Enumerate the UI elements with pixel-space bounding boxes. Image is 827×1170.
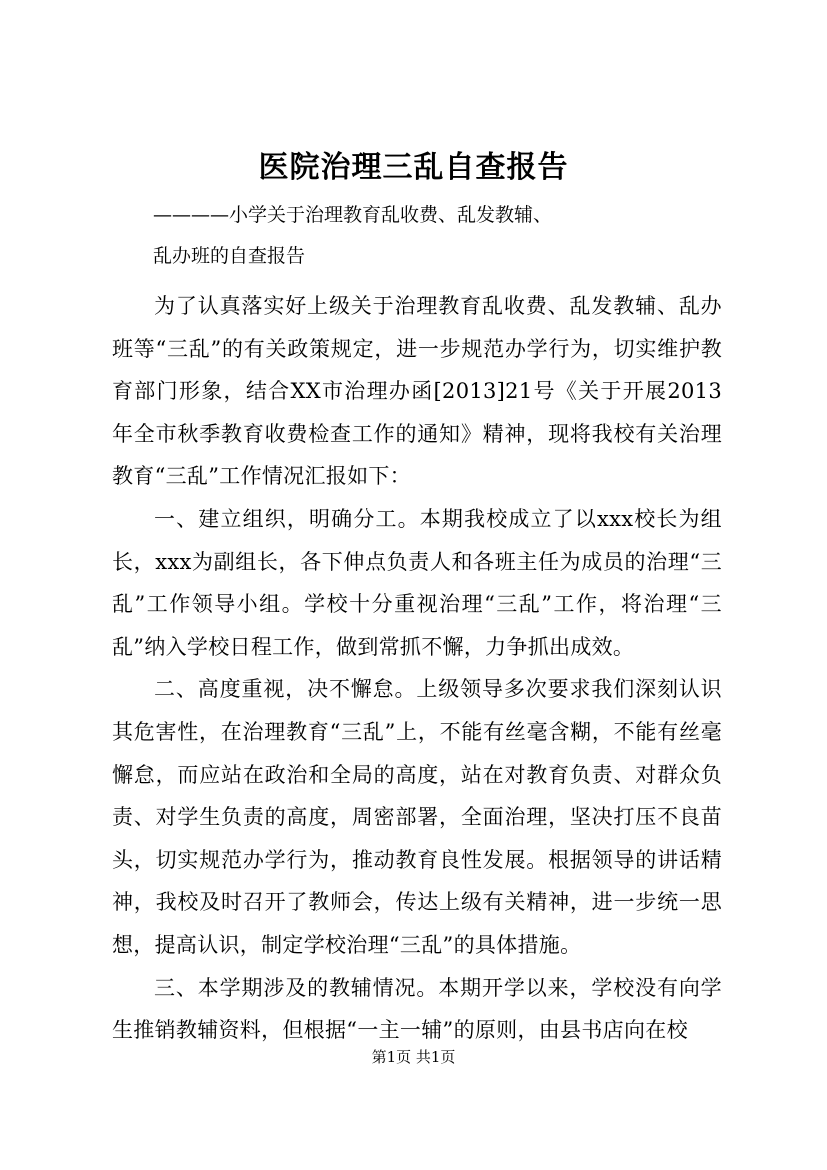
paragraph-section-1: 一、建立组织，明确分工。本期我校成立了以xxx校长为组长，xxx为副组长，各下伸点负责人和各班主任为成员的治理“三乱”工作领导小组。学校十分重视治理“三乱”工作，将治理“三乱”纳入学校日程工作，做到常抓不懈，力争抓出成效。 bbox=[112, 506, 722, 659]
page-footer: 第1页 共1页 bbox=[371, 1048, 456, 1066]
document-subtitle-line-1: ————小学关于治理教育乱收费、乱发教辅、 bbox=[153, 204, 553, 226]
paragraph-section-3: 三、本学期涉及的教辅情况。本期开学以来，学校没有向学生推销教辅资料，但根据“一主一辅”的原则，由县书店向在校 bbox=[112, 975, 722, 1043]
document-body bbox=[112, 285, 722, 1052]
paragraph-section-2: 二、高度重视，决不懈怠。上级领导多次要求我们深刻认识其危害性，在治理教育“三乱”上，不能有丝毫含糊，不能有丝毫懈怠，而应站在政治和全局的高度，站在对教育负责、对群众负责、对学生负责的高度，周密部署，全面治理，坚决打压不良苗头，切实规范办学行为，推动教育良性发展。根据领导的讲话精神，我校及时召开了教师会，传达上级有关精神，进一步统一思想，提高认识，制定学校治理“三乱”的具体措施。 bbox=[112, 677, 722, 957]
paragraph-intro: 为了认真落实好上级关于治理教育乱收费、乱发教辅、乱办班等“三乱”的有关政策规定，进一步规范办学行为，切实维护教育部门形象，结合XX市治理办函[2013]21号《关于开展2013年全市秋季教育收费检查工作的通知》精神，现将我校有关治理教育“三乱”工作情况汇报如下： bbox=[112, 294, 722, 489]
document-title: 医院治理三乱自查报告 bbox=[258, 150, 569, 185]
document-subtitle-line-2: 乱办班的自查报告 bbox=[153, 245, 306, 267]
